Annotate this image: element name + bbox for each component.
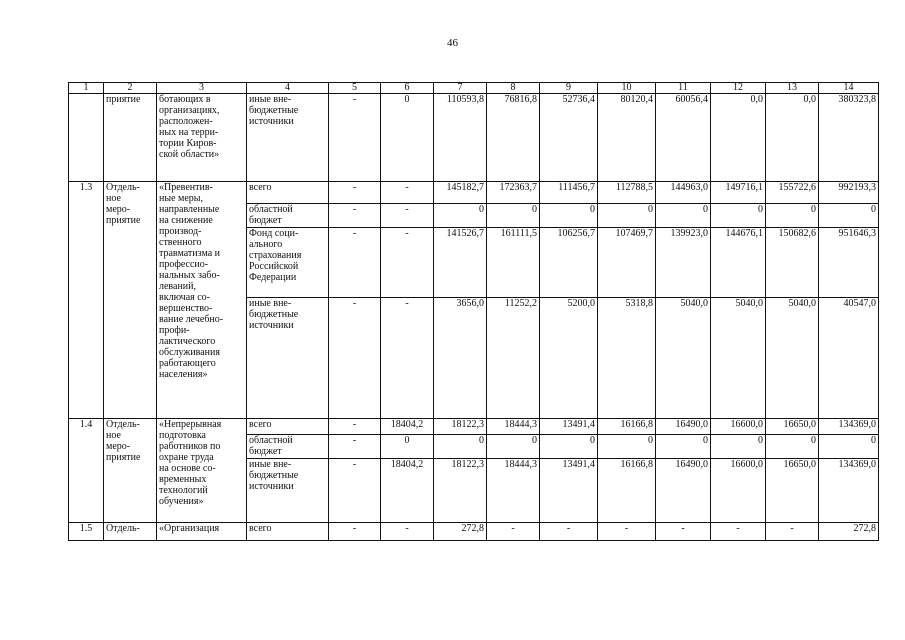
value-cell: 3656,0 (434, 298, 487, 419)
value-cell: - (329, 435, 381, 459)
value-cell: 0 (487, 204, 540, 228)
value-cell: 272,8 (434, 523, 487, 541)
value-cell: 112788,5 (598, 182, 656, 204)
value-cell: 0 (711, 204, 766, 228)
value-cell: 380323,8 (819, 94, 879, 182)
value-cell: 76816,8 (487, 94, 540, 182)
measure-type: Отдель- ное меро- приятие (104, 182, 157, 419)
measure-name: «Организация (157, 523, 247, 541)
measure-name: «Непрерывная подготовка работников по охране труда на основе со- временных технологий обучения» (157, 419, 247, 523)
col-header: 1 (69, 83, 104, 94)
value-cell: 0 (598, 435, 656, 459)
funding-source: всего (247, 182, 329, 204)
value-cell: 16490,0 (656, 459, 711, 523)
value-cell: 18122,3 (434, 459, 487, 523)
value-cell: 16650,0 (766, 459, 819, 523)
col-header: 3 (157, 83, 247, 94)
value-cell: 52736,4 (540, 94, 598, 182)
value-cell: - (329, 419, 381, 435)
value-cell: 16490,0 (656, 419, 711, 435)
value-cell: 0,0 (711, 94, 766, 182)
value-cell: - (329, 228, 381, 298)
value-cell: - (329, 204, 381, 228)
value-cell: - (487, 523, 540, 541)
value-cell: 0,0 (766, 94, 819, 182)
value-cell: 16166,8 (598, 419, 656, 435)
measure-name: ботающих в организациях, расположен- ных на терри- тории Киров- ской области» (157, 94, 247, 182)
value-cell: - (329, 459, 381, 523)
value-cell: 134369,0 (819, 459, 879, 523)
value-cell: 0 (487, 435, 540, 459)
value-cell: 13491,4 (540, 419, 598, 435)
measure-type: Отдель- ное меро- приятие (104, 419, 157, 523)
value-cell: 18404,2 (381, 459, 434, 523)
value-cell: 111456,7 (540, 182, 598, 204)
row-number: 1.3 (69, 182, 104, 419)
value-cell: 16166,8 (598, 459, 656, 523)
value-cell: - (656, 523, 711, 541)
table-row (69, 182, 879, 204)
funding-source: областной бюджет (247, 435, 329, 459)
col-header: 9 (540, 83, 598, 94)
value-cell: - (766, 523, 819, 541)
value-cell: - (329, 298, 381, 419)
col-header: 13 (766, 83, 819, 94)
value-cell: 5040,0 (711, 298, 766, 419)
value-cell: 5040,0 (766, 298, 819, 419)
row-number: 1.5 (69, 523, 104, 541)
table-row (69, 419, 879, 435)
value-cell: - (598, 523, 656, 541)
value-cell: - (381, 523, 434, 541)
value-cell: 5200,0 (540, 298, 598, 419)
value-cell: 60056,4 (656, 94, 711, 182)
col-header: 2 (104, 83, 157, 94)
value-cell: 5318,8 (598, 298, 656, 419)
value-cell: 150682,6 (766, 228, 819, 298)
value-cell: 5040,0 (656, 298, 711, 419)
value-cell: 18122,3 (434, 419, 487, 435)
value-cell: - (329, 94, 381, 182)
value-cell: 0 (656, 204, 711, 228)
value-cell: 0 (381, 94, 434, 182)
value-cell: 80120,4 (598, 94, 656, 182)
column-number-row (69, 83, 879, 94)
col-header: 4 (247, 83, 329, 94)
funding-source: областной бюджет (247, 204, 329, 228)
value-cell: 18444,3 (487, 419, 540, 435)
funding-source: иные вне- бюджетные источники (247, 298, 329, 419)
measure-type: Отдель- (104, 523, 157, 541)
value-cell: 0 (540, 204, 598, 228)
funding-source: иные вне- бюджетные источники (247, 459, 329, 523)
value-cell: 155722,6 (766, 182, 819, 204)
value-cell: 18404,2 (381, 419, 434, 435)
value-cell: - (540, 523, 598, 541)
value-cell: 0 (656, 435, 711, 459)
col-header: 12 (711, 83, 766, 94)
value-cell: 16650,0 (766, 419, 819, 435)
value-cell: 144963,0 (656, 182, 711, 204)
value-cell: 144676,1 (711, 228, 766, 298)
table-row (69, 94, 879, 182)
value-cell: 0 (766, 204, 819, 228)
value-cell: 0 (819, 204, 879, 228)
col-header: 10 (598, 83, 656, 94)
value-cell: 149716,1 (711, 182, 766, 204)
value-cell: 107469,7 (598, 228, 656, 298)
measure-name: «Превентив- ные меры, направленные на снижение производ- ственного травматизма и профессио- нальных забо- леваний, включая со- вершенство- вание лечебно- профи- лактического обслуживания работающего населения» (157, 182, 247, 419)
value-cell: 11252,2 (487, 298, 540, 419)
value-cell: 134369,0 (819, 419, 879, 435)
value-cell: 13491,4 (540, 459, 598, 523)
col-header: 7 (434, 83, 487, 94)
value-cell: - (381, 204, 434, 228)
value-cell: 18444,3 (487, 459, 540, 523)
value-cell: - (711, 523, 766, 541)
value-cell: 0 (434, 435, 487, 459)
table-row (69, 523, 879, 541)
value-cell: 161111,5 (487, 228, 540, 298)
value-cell: 110593,8 (434, 94, 487, 182)
value-cell: 0 (381, 435, 434, 459)
value-cell: 0 (434, 204, 487, 228)
row-number (69, 94, 104, 182)
value-cell: 141526,7 (434, 228, 487, 298)
col-header: 5 (329, 83, 381, 94)
value-cell: 0 (540, 435, 598, 459)
col-header: 8 (487, 83, 540, 94)
col-header: 14 (819, 83, 879, 94)
funding-source: всего (247, 419, 329, 435)
value-cell: 0 (766, 435, 819, 459)
value-cell: 0 (711, 435, 766, 459)
page-number: 46 (447, 37, 458, 49)
value-cell: 172363,7 (487, 182, 540, 204)
value-cell: 139923,0 (656, 228, 711, 298)
col-header: 6 (381, 83, 434, 94)
value-cell: 145182,7 (434, 182, 487, 204)
budget-table (68, 82, 879, 541)
value-cell: 40547,0 (819, 298, 879, 419)
value-cell: 106256,7 (540, 228, 598, 298)
funding-source: всего (247, 523, 329, 541)
row-number: 1.4 (69, 419, 104, 523)
value-cell: 0 (598, 204, 656, 228)
value-cell: - (329, 523, 381, 541)
funding-source: Фонд соци- ального страхования Российской Федерации (247, 228, 329, 298)
col-header: 11 (656, 83, 711, 94)
value-cell: 272,8 (819, 523, 879, 541)
value-cell: - (381, 228, 434, 298)
value-cell: - (381, 182, 434, 204)
value-cell: - (329, 182, 381, 204)
value-cell: - (381, 298, 434, 419)
value-cell: 0 (819, 435, 879, 459)
measure-type: приятие (104, 94, 157, 182)
value-cell: 992193,3 (819, 182, 879, 204)
funding-source: иные вне- бюджетные источники (247, 94, 329, 182)
value-cell: 951646,3 (819, 228, 879, 298)
value-cell: 16600,0 (711, 419, 766, 435)
value-cell: 16600,0 (711, 459, 766, 523)
